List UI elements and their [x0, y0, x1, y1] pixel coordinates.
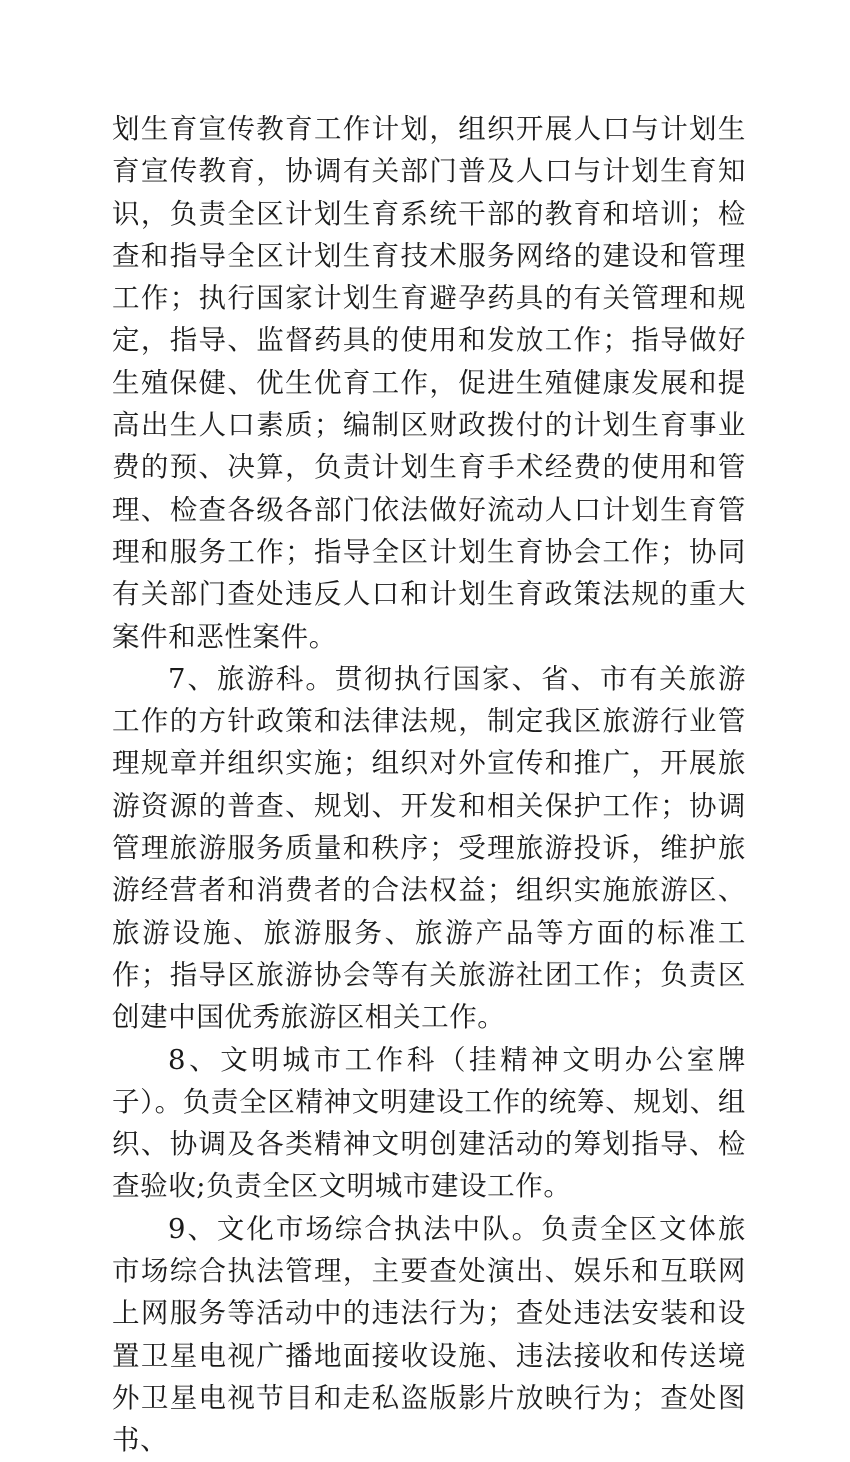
paragraph-civilized-city-section: 8、文明城市工作科（挂精神文明办公室牌子）。负责全区精神文明建设工作的统筹、规划、组织、协调及各类精神文明创建活动的筹划指导、检查验收;负责全区文明城市建设工作。	[112, 1043, 746, 1203]
paragraph-family-planning-duties: 划生育宣传教育工作计划，组织开展人口与计划生育宣传教育，协调有关部门普及人口与计划生育知识，负责全区计划生育系统干部的教育和培训；检查和指导全区计划生育技术服务网络的建设和管理工作；执行国家计划生育避孕药具的有关管理和规定，指导、监督药具的使用和发放工作；指导做好生殖保健、优生优育工作，促进生殖健康发展和提高出生人口素质；编制区财政拨付的计划生育事业费的预、决算，负责计划生育手术经费的使用和管理、检查各级各部门依法做好流动人口计划生育管理和服务工作；指导全区计划生育协会工作；协同有关部门查处违反人口和计划生育政策法规的重大案件和恶性案件。	[112, 113, 746, 653]
document-body	[112, 108, 746, 1462]
paragraph-tourism-section: 7、旅游科。贯彻执行国家、省、市有关旅游工作的方针政策和法律法规，制定我区旅游行业管理规章并组织实施；组织对外宣传和推广，开展旅游资源的普查、规划、开发和相关保护工作；协调管理旅游服务质量和秩序；受理旅游投诉，维护旅游经营者和消费者的合法权益；组织实施旅游区、旅游设施、旅游服务、旅游产品等方面的标准工作；指导区旅游协会等有关旅游社团工作；负责区创建中国优秀旅游区相关工作。	[112, 662, 746, 1034]
paragraph-cultural-market-enforcement: 9、文化市场综合执法中队。负责全区文体旅市场综合执法管理，主要查处演出、娱乐和互联网上网服务等活动中的违法行为；查处违法安装和设置卫星电视广播地面接收设施、违法接收和传送境外卫星电视节目和走私盗版影片放映行为；查处图书、	[112, 1212, 746, 1457]
